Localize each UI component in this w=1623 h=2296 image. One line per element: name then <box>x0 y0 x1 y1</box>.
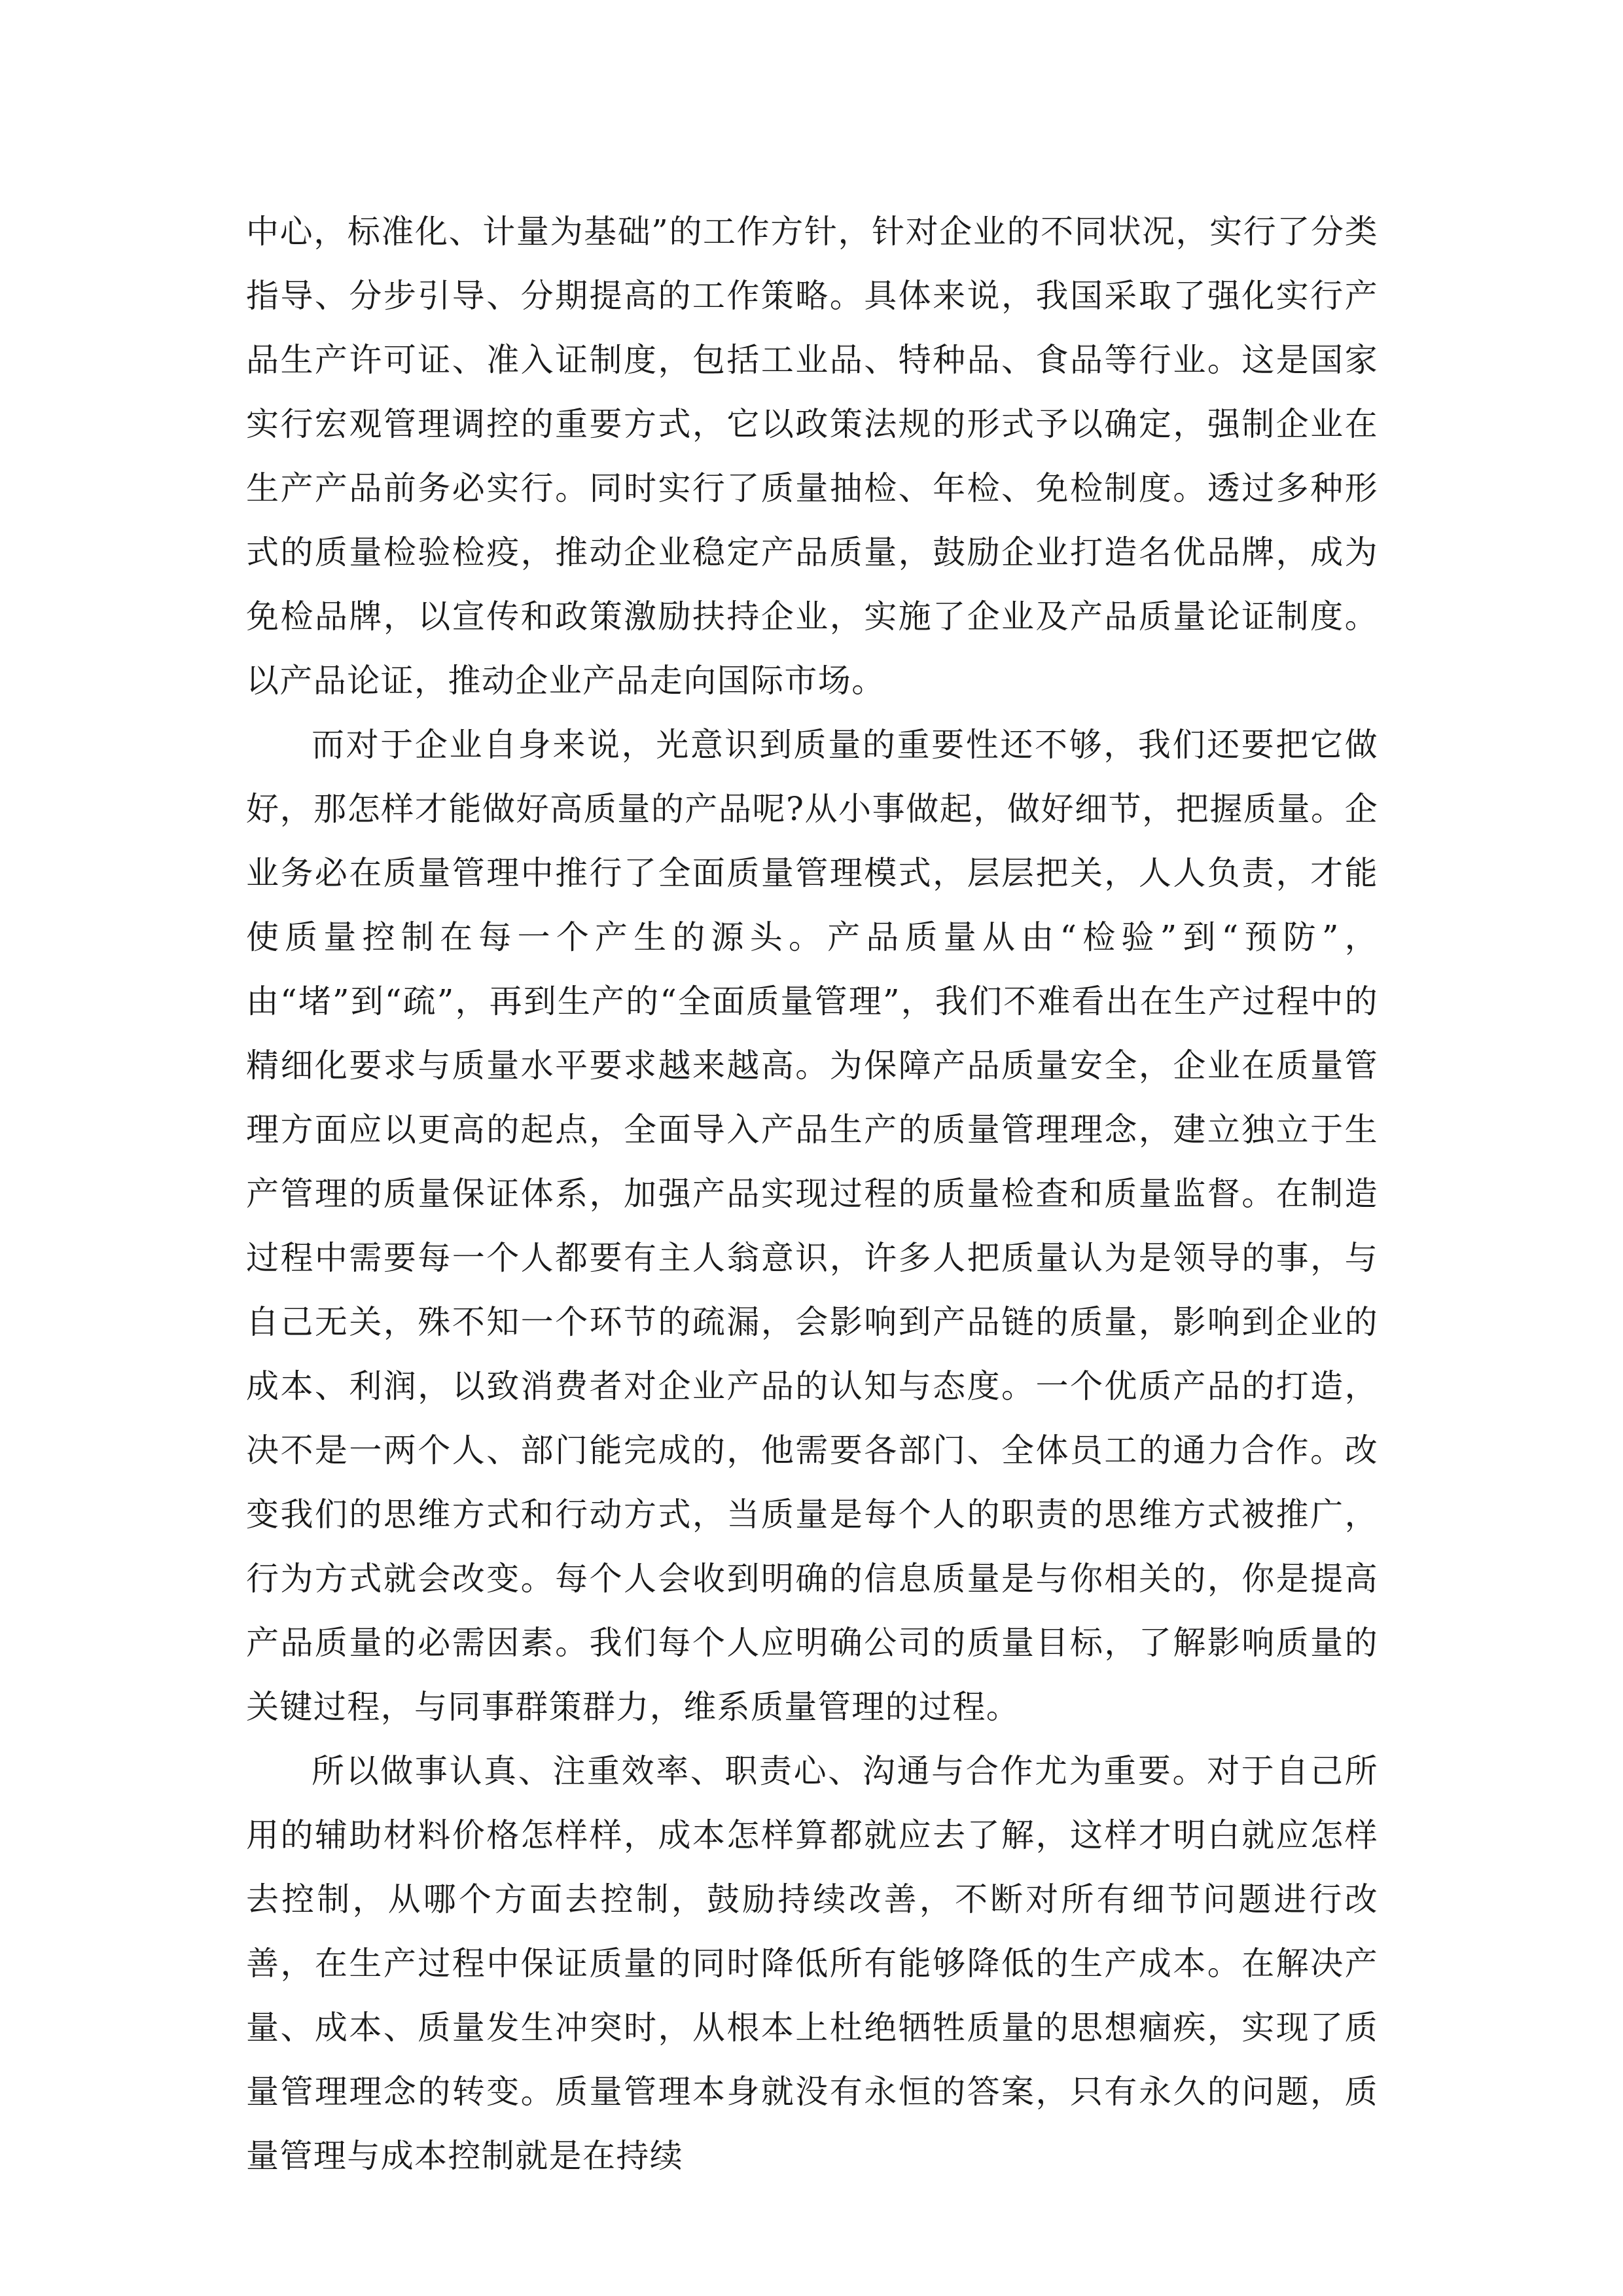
body-text <box>246 200 1378 2188</box>
paragraph-2: 而对于企业自身来说，光意识到质量的重要性还不够，我们还要把它做好，那怎样才能做好高质量的产品呢?从小事做起，做好细节，把握质量。企业务必在质量管理中推行了全面质量管理模式，层层把关，人人负责，才能使质量控制在每一个产生的源头。产品质量从由“检验”到“预防”，由“堵”到“疏”，再到生产的“全面质量管理”，我们不难看出在生产过程中的精细化要求与质量水平要求越来越高。为保障产品质量安全，企业在质量管理方面应以更高的起点，全面导入产品生产的质量管理理念，建立独立于生产管理的质量保证体系，加强产品实现过程的质量检查和质量监督。在制造过程中需要每一个人都要有主人翁意识，许多人把质量认为是领导的事，与自己无关，殊不知一个环节的疏漏，会影响到产品链的质量，影响到企业的成本、利润，以致消费者对企业产品的认知与态度。一个优质产品的打造，决不是一两个人、部门能完成的，他需要各部门、全体员工的通力合作。改变我们的思维方式和行动方式，当质量是每个人的职责的思维方式被推广，行为方式就会改变。每个人会收到明确的信息质量是与你相关的，你是提高产品质量的必需因素。我们每个人应明确公司的质量目标，了解影响质量的关键过程，与同事群策群力，维系质量管理的过程。 <box>246 726 1378 1726</box>
paragraph-1: 中心，标准化、计量为基础”的工作方针，针对企业的不同状况，实行了分类指导、分步引导、分期提高的工作策略。具体来说，我国采取了强化实行产品生产许可证、准入证制度，包括工业品、特种品、食品等行业。这是国家实行宏观管理调控的重要方式，它以政策法规的形式予以确定，强制企业在生产产品前务必实行。同时实行了质量抽检、年检、免检制度。透过多种形式的质量检验检疫，推动企业稳定产品质量，鼓励企业打造名优品牌，成为免检品牌，以宣传和政策激励扶持企业，实施了企业及产品质量论证制度。以产品论证，推动企业产品走向国际市场。 <box>246 213 1378 700</box>
paragraph-3: 所以做事认真、注重效率、职责心、沟通与合作尤为重要。对于自己所用的辅助材料价格怎样样，成本怎样算都就应去了解，这样才明白就应怎样去控制，从哪个方面去控制，鼓励持续改善，不断对所有细节问题进行改善，在生产过程中保证质量的同时降低所有能够降低的生产成本。在解决产量、成本、质量发生冲突时，从根本上杜绝牺牲质量的思想痼疾，实现了质量管理理念的转变。质量管理本身就没有永恒的答案，只有永久的问题，质量管理与成本控制就是在持续 <box>246 1752 1378 2175</box>
